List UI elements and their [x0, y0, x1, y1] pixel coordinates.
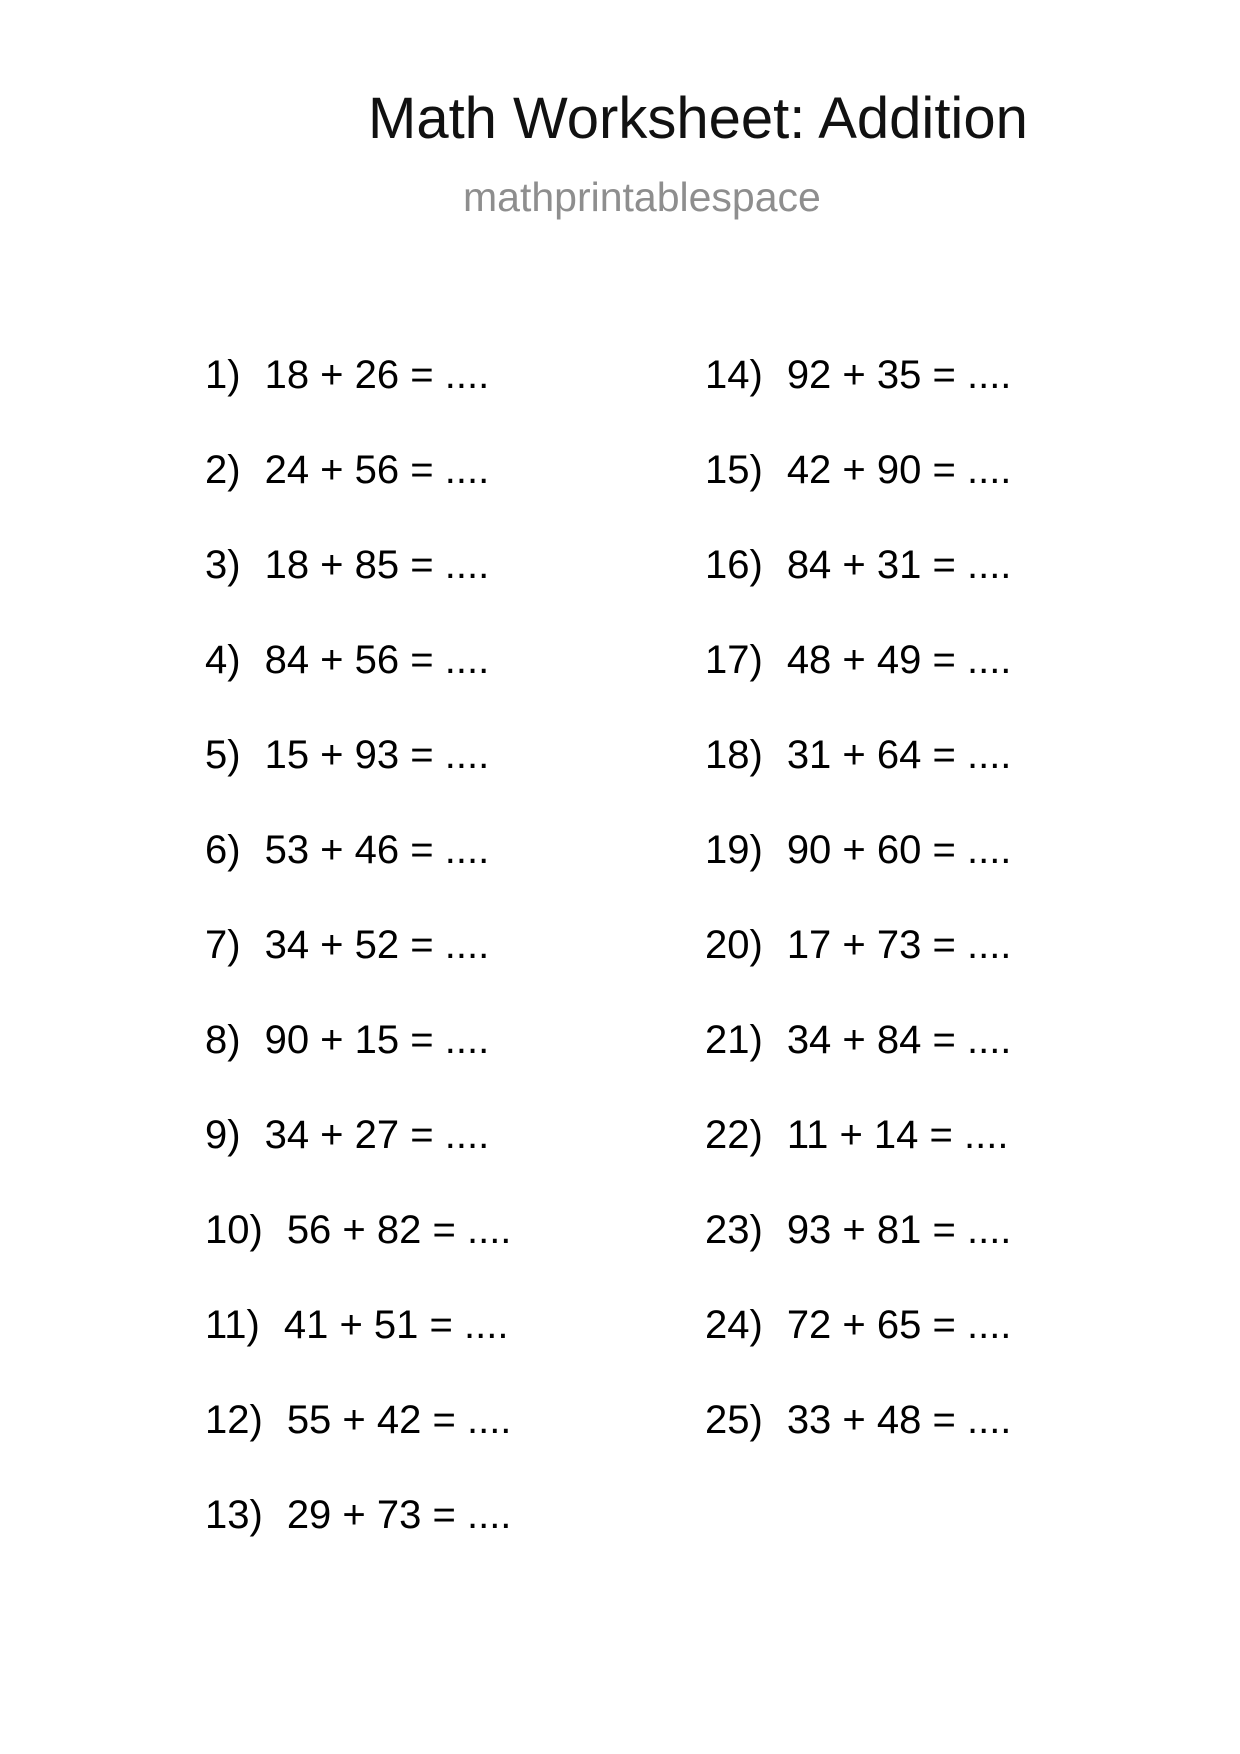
problem-row-11 [205, 1278, 511, 1373]
problem-number: 9) [205, 1113, 241, 1157]
problem-expression: 34 + 27 = .... [264, 1113, 490, 1157]
problem-expression: 34 + 52 = .... [264, 923, 490, 967]
problem-row-19 [705, 803, 1011, 898]
problem-row-1 [205, 328, 511, 423]
problem-expression: 84 + 31 = .... [786, 543, 1012, 587]
problem-number: 4) [205, 638, 241, 682]
problem-expression: 92 + 35 = .... [786, 353, 1012, 397]
problem-number: 21) [705, 1018, 763, 1062]
problem-expression: 18 + 26 = .... [264, 353, 490, 397]
problem-expression: 72 + 65 = .... [786, 1303, 1012, 1347]
problem-expression: 34 + 84 = .... [786, 1018, 1012, 1062]
problem-expression: 15 + 93 = .... [264, 733, 490, 777]
problem-number: 16) [705, 543, 763, 587]
problem-expression: 33 + 48 = .... [786, 1398, 1012, 1442]
problem-number: 25) [705, 1398, 763, 1442]
problem-number: 5) [205, 733, 241, 777]
problem-row-14 [705, 328, 1011, 423]
problem-row-8 [205, 993, 511, 1088]
problem-expression: 29 + 73 = .... [286, 1493, 512, 1537]
problem-row-23 [705, 1183, 1011, 1278]
problem-number: 18) [705, 733, 763, 777]
problem-expression: 42 + 90 = .... [786, 448, 1012, 492]
problem-number: 7) [205, 923, 241, 967]
problem-row-16 [705, 518, 1011, 613]
problem-number: 14) [705, 353, 763, 397]
problem-expression: 55 + 42 = .... [286, 1398, 512, 1442]
page-subtitle: mathprintablespace [463, 174, 821, 220]
problem-row-12 [205, 1373, 511, 1468]
problem-row-10 [205, 1183, 511, 1278]
problem-expression: 24 + 56 = .... [264, 448, 490, 492]
problem-number: 2) [205, 448, 241, 492]
problem-row-24 [705, 1278, 1011, 1373]
problem-row-15 [705, 423, 1011, 518]
problem-row-21 [705, 993, 1011, 1088]
problem-row-2 [205, 423, 511, 518]
problem-number: 11) [205, 1303, 260, 1347]
problem-expression: 93 + 81 = .... [786, 1208, 1012, 1252]
problem-row-4 [205, 613, 511, 708]
problem-expression: 90 + 15 = .... [264, 1018, 490, 1062]
problems-column-left [205, 328, 511, 1563]
problem-number: 1) [205, 353, 241, 397]
problem-number: 13) [205, 1493, 263, 1537]
problem-expression: 48 + 49 = .... [786, 638, 1012, 682]
problem-row-9 [205, 1088, 511, 1183]
problem-expression: 41 + 51 = .... [283, 1303, 509, 1347]
problem-number: 8) [205, 1018, 241, 1062]
problem-expression: 11 + 14 = .... [786, 1113, 1009, 1157]
problem-row-20 [705, 898, 1011, 993]
problem-row-7 [205, 898, 511, 993]
problem-number: 20) [705, 923, 763, 967]
problem-row-18 [705, 708, 1011, 803]
problem-number: 24) [705, 1303, 763, 1347]
problem-number: 23) [705, 1208, 763, 1252]
problem-number: 19) [705, 828, 763, 872]
problem-expression: 31 + 64 = .... [786, 733, 1012, 777]
problem-number: 6) [205, 828, 241, 872]
problem-expression: 56 + 82 = .... [286, 1208, 512, 1252]
problem-row-3 [205, 518, 511, 613]
problem-number: 15) [705, 448, 763, 492]
problem-expression: 90 + 60 = .... [786, 828, 1012, 872]
problem-expression: 53 + 46 = .... [264, 828, 490, 872]
problem-number: 22) [705, 1113, 763, 1157]
problem-row-22 [705, 1088, 1011, 1183]
problem-expression: 18 + 85 = .... [264, 543, 490, 587]
page-title: Math Worksheet: Addition [368, 86, 1028, 151]
problem-number: 3) [205, 543, 241, 587]
problem-row-6 [205, 803, 511, 898]
problems-column-right [705, 328, 1011, 1468]
problem-expression: 84 + 56 = .... [264, 638, 490, 682]
problem-row-5 [205, 708, 511, 803]
problem-number: 17) [705, 638, 763, 682]
problem-expression: 17 + 73 = .... [786, 923, 1012, 967]
problem-row-17 [705, 613, 1011, 708]
problem-row-25 [705, 1373, 1011, 1468]
problem-number: 12) [205, 1398, 263, 1442]
problem-number: 10) [205, 1208, 263, 1252]
problem-row-13 [205, 1468, 511, 1563]
